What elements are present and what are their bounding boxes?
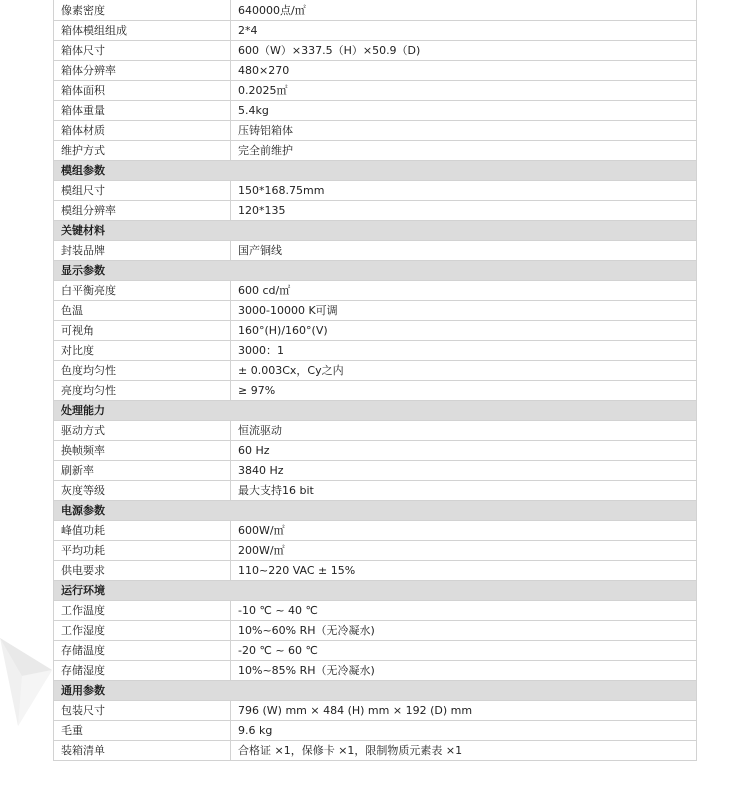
table-row	[54, 741, 697, 761]
table-row	[54, 641, 697, 661]
table-row	[54, 621, 697, 641]
section-header	[54, 581, 697, 601]
spec-label: 白平衡亮度	[54, 281, 231, 301]
spec-value: ± 0.003Cx，Cy之内	[231, 361, 697, 381]
spec-value: 完全前维护	[231, 141, 697, 161]
spec-label: 箱体材质	[54, 121, 231, 141]
spec-label: 箱体重量	[54, 101, 231, 121]
spec-value: 2*4	[231, 21, 697, 41]
section-header	[54, 501, 697, 521]
table-row	[54, 521, 697, 541]
spec-value: ≥ 97%	[231, 381, 697, 401]
table-row	[54, 541, 697, 561]
spec-label: 毛重	[54, 721, 231, 741]
table-row	[54, 701, 697, 721]
spec-label: 存储温度	[54, 641, 231, 661]
spec-value: 3840 Hz	[231, 461, 697, 481]
spec-label: 刷新率	[54, 461, 231, 481]
spec-label: 工作温度	[54, 601, 231, 621]
background-triangle-decoration	[0, 628, 60, 728]
spec-label: 色度均匀性	[54, 361, 231, 381]
spec-label: 可视角	[54, 321, 231, 341]
spec-label: 工作湿度	[54, 621, 231, 641]
spec-label: 像素密度	[54, 0, 231, 21]
table-row	[54, 341, 697, 361]
spec-label: 装箱清单	[54, 741, 231, 761]
section-title: 显示参数	[54, 261, 697, 281]
table-row	[54, 141, 697, 161]
spec-value: 10%~85% RH（无冷凝水)	[231, 661, 697, 681]
table-row	[54, 561, 697, 581]
table-row	[54, 21, 697, 41]
table-row	[54, 0, 697, 21]
spec-value: 恒流驱动	[231, 421, 697, 441]
spec-label: 对比度	[54, 341, 231, 361]
spec-value: 3000：1	[231, 341, 697, 361]
spec-value: 9.6 kg	[231, 721, 697, 741]
section-header	[54, 221, 697, 241]
spec-value: -10 ℃ ~ 40 ℃	[231, 601, 697, 621]
table-row	[54, 481, 697, 501]
section-title: 模组参数	[54, 161, 697, 181]
table-row	[54, 61, 697, 81]
table-row	[54, 421, 697, 441]
spec-value: 60 Hz	[231, 441, 697, 461]
spec-label: 封装品牌	[54, 241, 231, 261]
spec-value: 796 (W) mm × 484 (H) mm × 192 (D) mm	[231, 701, 697, 721]
spec-value: 200W/㎡	[231, 541, 697, 561]
spec-label: 箱体模组组成	[54, 21, 231, 41]
spec-table	[53, 0, 697, 761]
spec-label: 箱体面积	[54, 81, 231, 101]
spec-value: 600W/㎡	[231, 521, 697, 541]
table-row	[54, 101, 697, 121]
table-row	[54, 81, 697, 101]
spec-value: 最大支持16 bit	[231, 481, 697, 501]
spec-label: 平均功耗	[54, 541, 231, 561]
spec-value: -20 ℃ ~ 60 ℃	[231, 641, 697, 661]
table-row	[54, 201, 697, 221]
table-row	[54, 281, 697, 301]
section-title: 处理能力	[54, 401, 697, 421]
table-row	[54, 181, 697, 201]
spec-value: 5.4kg	[231, 101, 697, 121]
table-row	[54, 121, 697, 141]
spec-value: 0.2025㎡	[231, 81, 697, 101]
spec-value: 150*168.75mm	[231, 181, 697, 201]
table-row	[54, 41, 697, 61]
section-header	[54, 401, 697, 421]
spec-value: 600（W）×337.5（H）×50.9（D)	[231, 41, 697, 61]
spec-value: 压铸铝箱体	[231, 121, 697, 141]
table-row	[54, 601, 697, 621]
spec-label: 模组尺寸	[54, 181, 231, 201]
spec-table-body	[54, 0, 697, 761]
spec-label: 驱动方式	[54, 421, 231, 441]
table-row	[54, 361, 697, 381]
spec-label: 维护方式	[54, 141, 231, 161]
section-header	[54, 161, 697, 181]
spec-label: 供电要求	[54, 561, 231, 581]
table-row	[54, 301, 697, 321]
spec-label: 包装尺寸	[54, 701, 231, 721]
table-row	[54, 321, 697, 341]
section-title: 电源参数	[54, 501, 697, 521]
spec-value: 3000-10000 K可调	[231, 301, 697, 321]
section-title: 运行环境	[54, 581, 697, 601]
table-row	[54, 441, 697, 461]
spec-label: 模组分辨率	[54, 201, 231, 221]
spec-value: 合格证 ×1，保修卡 ×1，限制物质元素表 ×1	[231, 741, 697, 761]
section-title: 关键材料	[54, 221, 697, 241]
spec-label: 亮度均匀性	[54, 381, 231, 401]
spec-value: 600 cd/㎡	[231, 281, 697, 301]
spec-value: 120*135	[231, 201, 697, 221]
spec-label: 峰值功耗	[54, 521, 231, 541]
spec-label: 存储湿度	[54, 661, 231, 681]
table-row	[54, 461, 697, 481]
spec-label: 色温	[54, 301, 231, 321]
spec-value: 国产铜线	[231, 241, 697, 261]
spec-value: 110~220 VAC ± 15%	[231, 561, 697, 581]
section-header	[54, 261, 697, 281]
section-title: 通用参数	[54, 681, 697, 701]
spec-label: 箱体分辨率	[54, 61, 231, 81]
table-row	[54, 661, 697, 681]
spec-label: 箱体尺寸	[54, 41, 231, 61]
spec-value: 160°(H)/160°(V)	[231, 321, 697, 341]
spec-label: 灰度等级	[54, 481, 231, 501]
spec-value: 480×270	[231, 61, 697, 81]
table-row	[54, 721, 697, 741]
section-header	[54, 681, 697, 701]
spec-value: 640000点/㎡	[231, 0, 697, 21]
table-row	[54, 241, 697, 261]
spec-label: 换帧频率	[54, 441, 231, 461]
table-row	[54, 381, 697, 401]
spec-value: 10%~60% RH（无冷凝水)	[231, 621, 697, 641]
